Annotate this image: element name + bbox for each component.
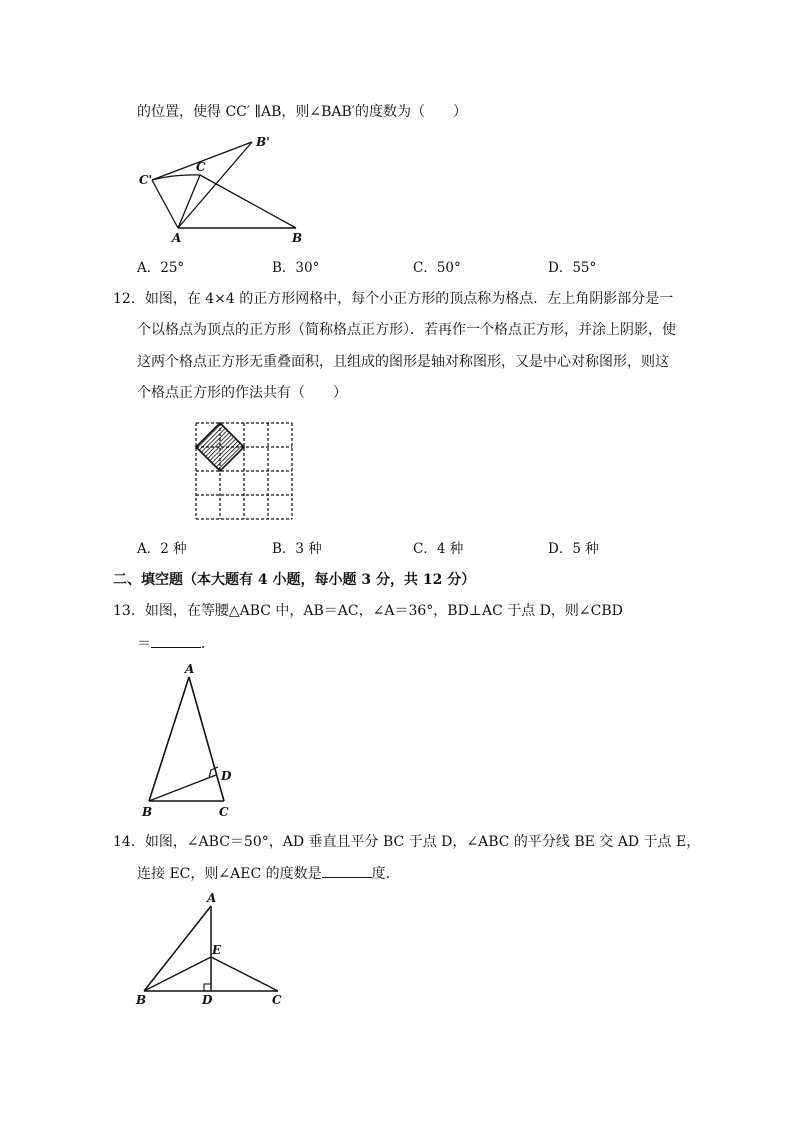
label-c-prime: C'	[139, 173, 153, 187]
section-heading-fill-in: 二、填空题（本大题有 4 小题，每小题 3 分，共 12 分）	[113, 572, 476, 588]
q13-label-b: B	[142, 805, 153, 819]
q13-period: ．	[201, 636, 215, 652]
q13-line-2	[137, 633, 215, 654]
q12-line-1: 12．如图，在 4×4 的正方形网格中，每个小正方形的顶点称为格点．左上角阴影部分是一	[113, 291, 674, 307]
q11-option-a[interactable]: A．25°	[137, 260, 185, 276]
q12-line-3: 这两个格点正方形无重叠面积，且组成的图形是轴对称图形，又是中心对称图形，则这	[137, 354, 669, 370]
q14-suffix: 度．	[371, 866, 400, 882]
q13-equals: ＝	[137, 636, 151, 652]
q12-option-c[interactable]: C．4 种	[413, 541, 464, 557]
q12-line-4: 个格点正方形的作法共有（ ）	[137, 385, 347, 401]
q14-label-b: B	[136, 993, 147, 1007]
q13-label-c: C	[219, 805, 229, 819]
q13-answer-blank[interactable]	[151, 633, 201, 648]
q14-label-e: E	[212, 943, 222, 957]
label-c: C	[196, 160, 206, 174]
q14-prefix: 连接 EC，则∠AEC 的度数是	[137, 866, 322, 882]
q14-line-2	[137, 863, 400, 884]
q11-figure	[130, 130, 310, 245]
q14-label-d: D	[202, 993, 213, 1007]
label-b-prime: B'	[256, 135, 270, 149]
q14-figure	[130, 893, 290, 1008]
q13-line-1: 13．如图，在等腰△ABC 中，AB＝AC，∠A＝36°，BD⊥AC 于点 D，则∠CBD	[113, 603, 623, 619]
q14-label-c: C	[272, 993, 282, 1007]
label-a: A	[172, 231, 182, 245]
q12-option-b[interactable]: B．3 种	[272, 541, 322, 557]
label-b: B	[292, 231, 303, 245]
q11-stem: 的位置，使得 CC′ ∥AB，则∠BAB′的度数为（ ）	[137, 104, 467, 120]
q14-answer-blank[interactable]	[322, 863, 372, 878]
q12-line-2: 个以格点为顶点的正方形（简称格点正方形）．若再作一个格点正方形，并涂上阴影，使	[137, 322, 676, 338]
q12-option-d[interactable]: D．5 种	[548, 541, 599, 557]
q12-grid-figure	[196, 423, 296, 523]
q14-label-a: A	[207, 891, 217, 905]
q11-option-c[interactable]: C．50°	[413, 260, 461, 276]
q13-label-d: D	[221, 769, 232, 783]
q14-line-1: 14．如图，∠ABC＝50°，AD 垂直且平分 BC 于点 D，∠ABC 的平分线 BE 交 AD 于点 E，	[113, 834, 701, 850]
q11-option-b[interactable]: B．30°	[272, 260, 320, 276]
q13-label-a: A	[185, 662, 195, 676]
q11-option-d[interactable]: D．55°	[548, 260, 597, 276]
shaded-grid-square	[196, 423, 244, 471]
q13-figure	[140, 663, 240, 823]
q12-option-a[interactable]: A．2 种	[137, 541, 187, 557]
